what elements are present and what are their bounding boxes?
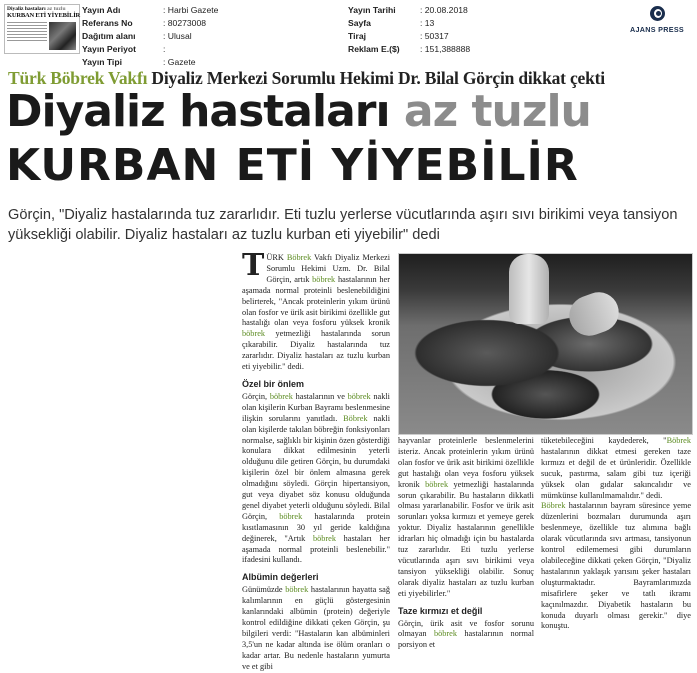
article-column-1 bbox=[242, 248, 391, 671]
article-subheading: Özel bir önlem bbox=[242, 378, 305, 389]
article-text: hastaları her aşamada normal proteinli beslenebilir." ifadesini kullandı. bbox=[242, 533, 390, 565]
meta-left-label: Yayın Tipi bbox=[82, 57, 122, 67]
meta-right-value: : 20.08.2018 bbox=[420, 5, 468, 15]
article-column-2 bbox=[398, 436, 534, 650]
article-paragraph bbox=[398, 436, 534, 600]
meta-left-label: Dağıtım alanı bbox=[82, 31, 136, 41]
article-text: hastalarında protein kısıtlamasının 30 yıl geride kaldığına değinerek, "Artık bbox=[242, 511, 390, 543]
article-text: Günümüzde bbox=[242, 585, 286, 595]
article-text: hastalarının ve bbox=[292, 391, 348, 401]
meta-right-value: : 151,388888 bbox=[420, 44, 471, 54]
article-paragraph bbox=[242, 248, 391, 373]
headline-line-1 bbox=[6, 86, 591, 138]
highlighted-keyword: böbrek bbox=[347, 391, 371, 401]
meta-left-value: : bbox=[163, 44, 166, 54]
meta-right-label: Tiraj bbox=[348, 31, 366, 41]
meta-left-label: Yayın Periyot bbox=[82, 44, 136, 54]
meta-right-label: Sayfa bbox=[348, 18, 371, 28]
dropcap: T bbox=[242, 248, 265, 283]
meta-left-value: : 80273008 bbox=[163, 18, 207, 28]
article-text: Görçin, ürik asit ve fosfor sorunu olmayan bbox=[398, 618, 534, 639]
highlighted-keyword: Böbrek bbox=[666, 436, 691, 445]
clipping-thumbnail[interactable] bbox=[4, 4, 80, 54]
thumbnail-title-line2: KURBAN ETİ YİYEBİLİR bbox=[7, 12, 81, 19]
article-text: hayvanlar proteinlerle beslenmelerini isteriz. Ancak proteinlerin yıkım ürünü olan fosfor ve ürik asit birikimi özellikle gut hastalığı olan veya fosforu yüksek kronik bbox=[398, 436, 534, 489]
meta-left-label: Referans No bbox=[82, 18, 133, 28]
thumbnail-photo bbox=[49, 22, 76, 50]
article-text: yetmezliği hastalarında sorun çıkarabilir. Diyaliz hastalarında tuz zararlıdır. Diyaliz hastaları az tuzlu kurban eti yiyebilir." dedi. bbox=[242, 329, 390, 372]
meta-right-label: Reklam E.($) bbox=[348, 44, 400, 54]
thumbnail-title-part: Diyaliz hastaları bbox=[7, 6, 46, 12]
highlighted-keyword: Böbrek bbox=[541, 501, 566, 511]
thumbnail-text-lines bbox=[7, 22, 47, 43]
ajans-press-logo-icon bbox=[650, 6, 665, 21]
article-text: Görçin, bbox=[242, 391, 270, 401]
lead-paragraph: Görçin, "Diyaliz hastalarında tuz zararlıdır. Eti tuzlu yerlerse vücutlarında aşırı sıvı birikimi veya tansiyon yüksekliği olabilir. Diyaliz hastaları az tuzlu kurban eti yiyebilir" dedi bbox=[8, 207, 678, 243]
article-text: ÜRK bbox=[266, 253, 287, 262]
article-paragraph bbox=[242, 585, 390, 672]
meta-left-value: : Harbi Gazete bbox=[163, 5, 219, 15]
kurban-meat-photo bbox=[398, 253, 693, 435]
article-text: Vakfı Diyaliz Merkezi Sorumlu Hekimi Uzm. Dr. Bilal Görçin, artık bbox=[266, 253, 391, 284]
highlighted-keyword: Böbrek bbox=[286, 253, 312, 262]
ajans-press-logo-text: AJANS PRESS bbox=[629, 25, 685, 34]
meta-left-value: : Gazete bbox=[163, 57, 196, 67]
article-paragraph bbox=[242, 392, 390, 567]
highlighted-keyword: böbrek bbox=[279, 511, 303, 521]
highlighted-keyword: böbrek bbox=[425, 479, 449, 489]
highlighted-keyword: böbrek bbox=[269, 391, 293, 401]
kicker-organization: Türk Böbrek Vakfı bbox=[8, 68, 148, 88]
highlighted-keyword: böbrek bbox=[433, 629, 458, 639]
photo-hand bbox=[509, 254, 549, 324]
highlighted-keyword: böbrek bbox=[312, 274, 336, 284]
thumbnail-title-line1 bbox=[5, 5, 79, 12]
article-paragraph bbox=[541, 436, 691, 501]
meta-left-label: Yayın Adı bbox=[82, 5, 121, 15]
meta-right-value: : 50317 bbox=[420, 31, 449, 41]
article-text: hastalarının hayatta sağ kalımlarının en güçlü göstergesinin kanlarındaki albümin (protein) değeriyle kontrol edildiğine dikkati çeken Görçin, şu bilgileri verdi: "Hastaların kan albüminleri 3,5'un ne kadar altında ise ölüm oranları o kadar artar. Bu nedenle hastaların yumurta ve et gibi bbox=[242, 585, 390, 671]
kicker-text: Diyaliz Merkezi Sorumlu Hekimi Dr. Bilal Görçin dikkat çekti bbox=[147, 68, 605, 88]
meta-right-label: Yayın Tarihi bbox=[348, 5, 396, 15]
highlighted-keyword: böbrek bbox=[312, 533, 337, 543]
article-text: nakli olan kişilerde takılan böbreğin fonksiyonları normalse, sağlıklı bir kişinin özen gösterdiği konulara dikkat edilmesinin yeterli olduğunu dile getiren Görçin, bu durumdaki kişilerin özel bir önlem almasına gerek olmadığını söyledi. Görçin hipertansiyon, gut veya diyabet söz konusu olduğunda genel diyabet yeterli olduğunu söyledi. Bilal Görçin, bbox=[242, 413, 390, 521]
thumbnail-title-part-grey: az tuzlu bbox=[47, 6, 66, 12]
article-text: hastalarının dikkat etmesi gereken taze kırmızı et değil de et ürünleridir. Özellikle sucuk, pastırma, salam gibi tuz içeriği yüksek olan gıdalar sakıncalıdır ve mümkünse kullanılmamalıdır." dedi. bbox=[541, 446, 691, 500]
highlighted-keyword: böbrek bbox=[285, 585, 309, 595]
article-text: tüketebileceğini kaydederek, " bbox=[541, 436, 667, 445]
meta-right-value: : 13 bbox=[420, 18, 435, 28]
ajans-press-logo bbox=[621, 6, 693, 46]
highlighted-keyword: Böbrek bbox=[343, 413, 368, 423]
headline-line-1-dark: Diyaliz hastaları bbox=[6, 86, 404, 137]
article-paragraph bbox=[398, 619, 534, 652]
meta-left-value: : Ulusal bbox=[163, 31, 192, 41]
headline-line-1-grey: az tuzlu bbox=[403, 86, 591, 137]
article-subheading: Taze kırmızı et değil bbox=[398, 605, 483, 616]
article-text: hastalarının normal porsiyon et bbox=[398, 629, 534, 650]
article-subheading: Albümin değerleri bbox=[242, 572, 319, 583]
headline-line-2: KURBAN ETİ YİYEBİLİR bbox=[6, 140, 579, 191]
article-column-3 bbox=[541, 436, 691, 631]
article-text: nakli olan kişilerin Kurban Bayramı beslenmesine ilişkin sorularını yanıtladı. bbox=[242, 391, 390, 423]
article-text: hastalarının her aşamada normal proteinli beslenebildiğini belirterek, "Ancak proteinlerin yıkım ürünü olan fosfor ve ürik asit birikimi özellikle gut hastalığı olan veya fosforu yüksek kronik bbox=[242, 274, 391, 328]
article-text: yetmezliği hastalarında sorun çıkarabilir. Bu hastaların dikkatli olması yararlanabilir. Fosfor ve ürik asit sorunları yoksa kırmızı et yemeye gerek yoktur. Diyaliz hastalarının genellikle idrarları hiç olmadığı için bu hastalarda tuz zararlıdır. Eti tuzlu yerlerse vücutlarında aşırı sıvı birikimi veya tansiyon yüksekliği olabilir. Sonuç olarak diyaliz hastaları az tuzlu kurban eti yiyebilirler." bbox=[398, 479, 534, 598]
article-paragraph bbox=[541, 501, 691, 632]
article-text: hastalarının bayram süresince yeme düzenlerini bozmaları durumunda aşırı beslenmeye, özellikle tuz alımına bağlı olarak vücutlarında sıvı artması, tansiyonun kontrol edilememesi gibi durumların olabileceğine dikkati çeken Görçin, "Diyaliz hastalarının yaklaşık yarısını şeker hastaları oluşturmaktadır. Bayramlarımızda misafirlere şeker ve tatlı ikramı kaçınılmazdır. Diyabetik hastaların bu konuda duyarlı olması gerekir." diye konuştu. bbox=[541, 501, 691, 631]
highlighted-keyword: böbrek bbox=[242, 329, 266, 339]
photo-hand-2 bbox=[564, 287, 625, 342]
